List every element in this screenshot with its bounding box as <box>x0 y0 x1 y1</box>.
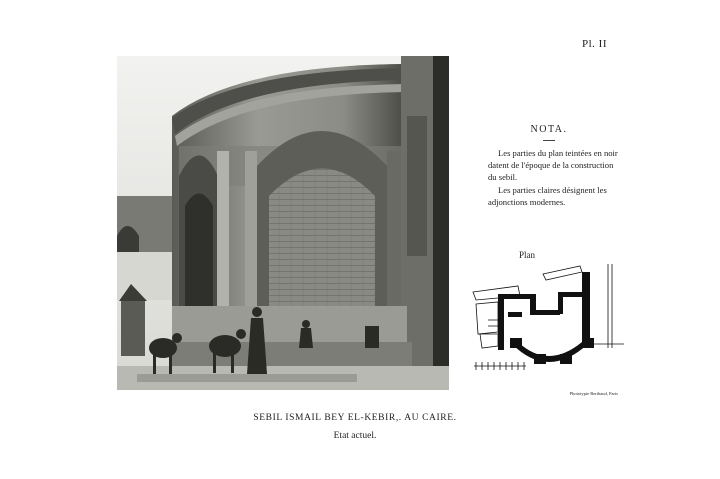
floor-plan-drawing <box>468 262 628 380</box>
plan-label: Plan <box>519 250 536 260</box>
nota-paragraph-2: Les parties claires désignent les adjonctions modernes. <box>488 184 607 207</box>
photograph-sebil <box>117 56 449 390</box>
nota-title: NOTA. <box>530 124 568 135</box>
photo-credit: Phototypie Berthaud, Paris <box>569 391 618 396</box>
nota-paragraph-1: Les parties du plan teintées en noir datent de l'époque de la construction du sebil. <box>488 148 618 183</box>
nota-text <box>488 147 618 208</box>
plate-number: Pl. II <box>582 38 607 50</box>
nota-divider <box>543 140 555 141</box>
plate-caption: SEBIL ISMAIL BEY EL-KEBIR,. AU CAIRE. <box>253 413 457 423</box>
plate-subcaption: Etat actuel. <box>333 431 377 441</box>
